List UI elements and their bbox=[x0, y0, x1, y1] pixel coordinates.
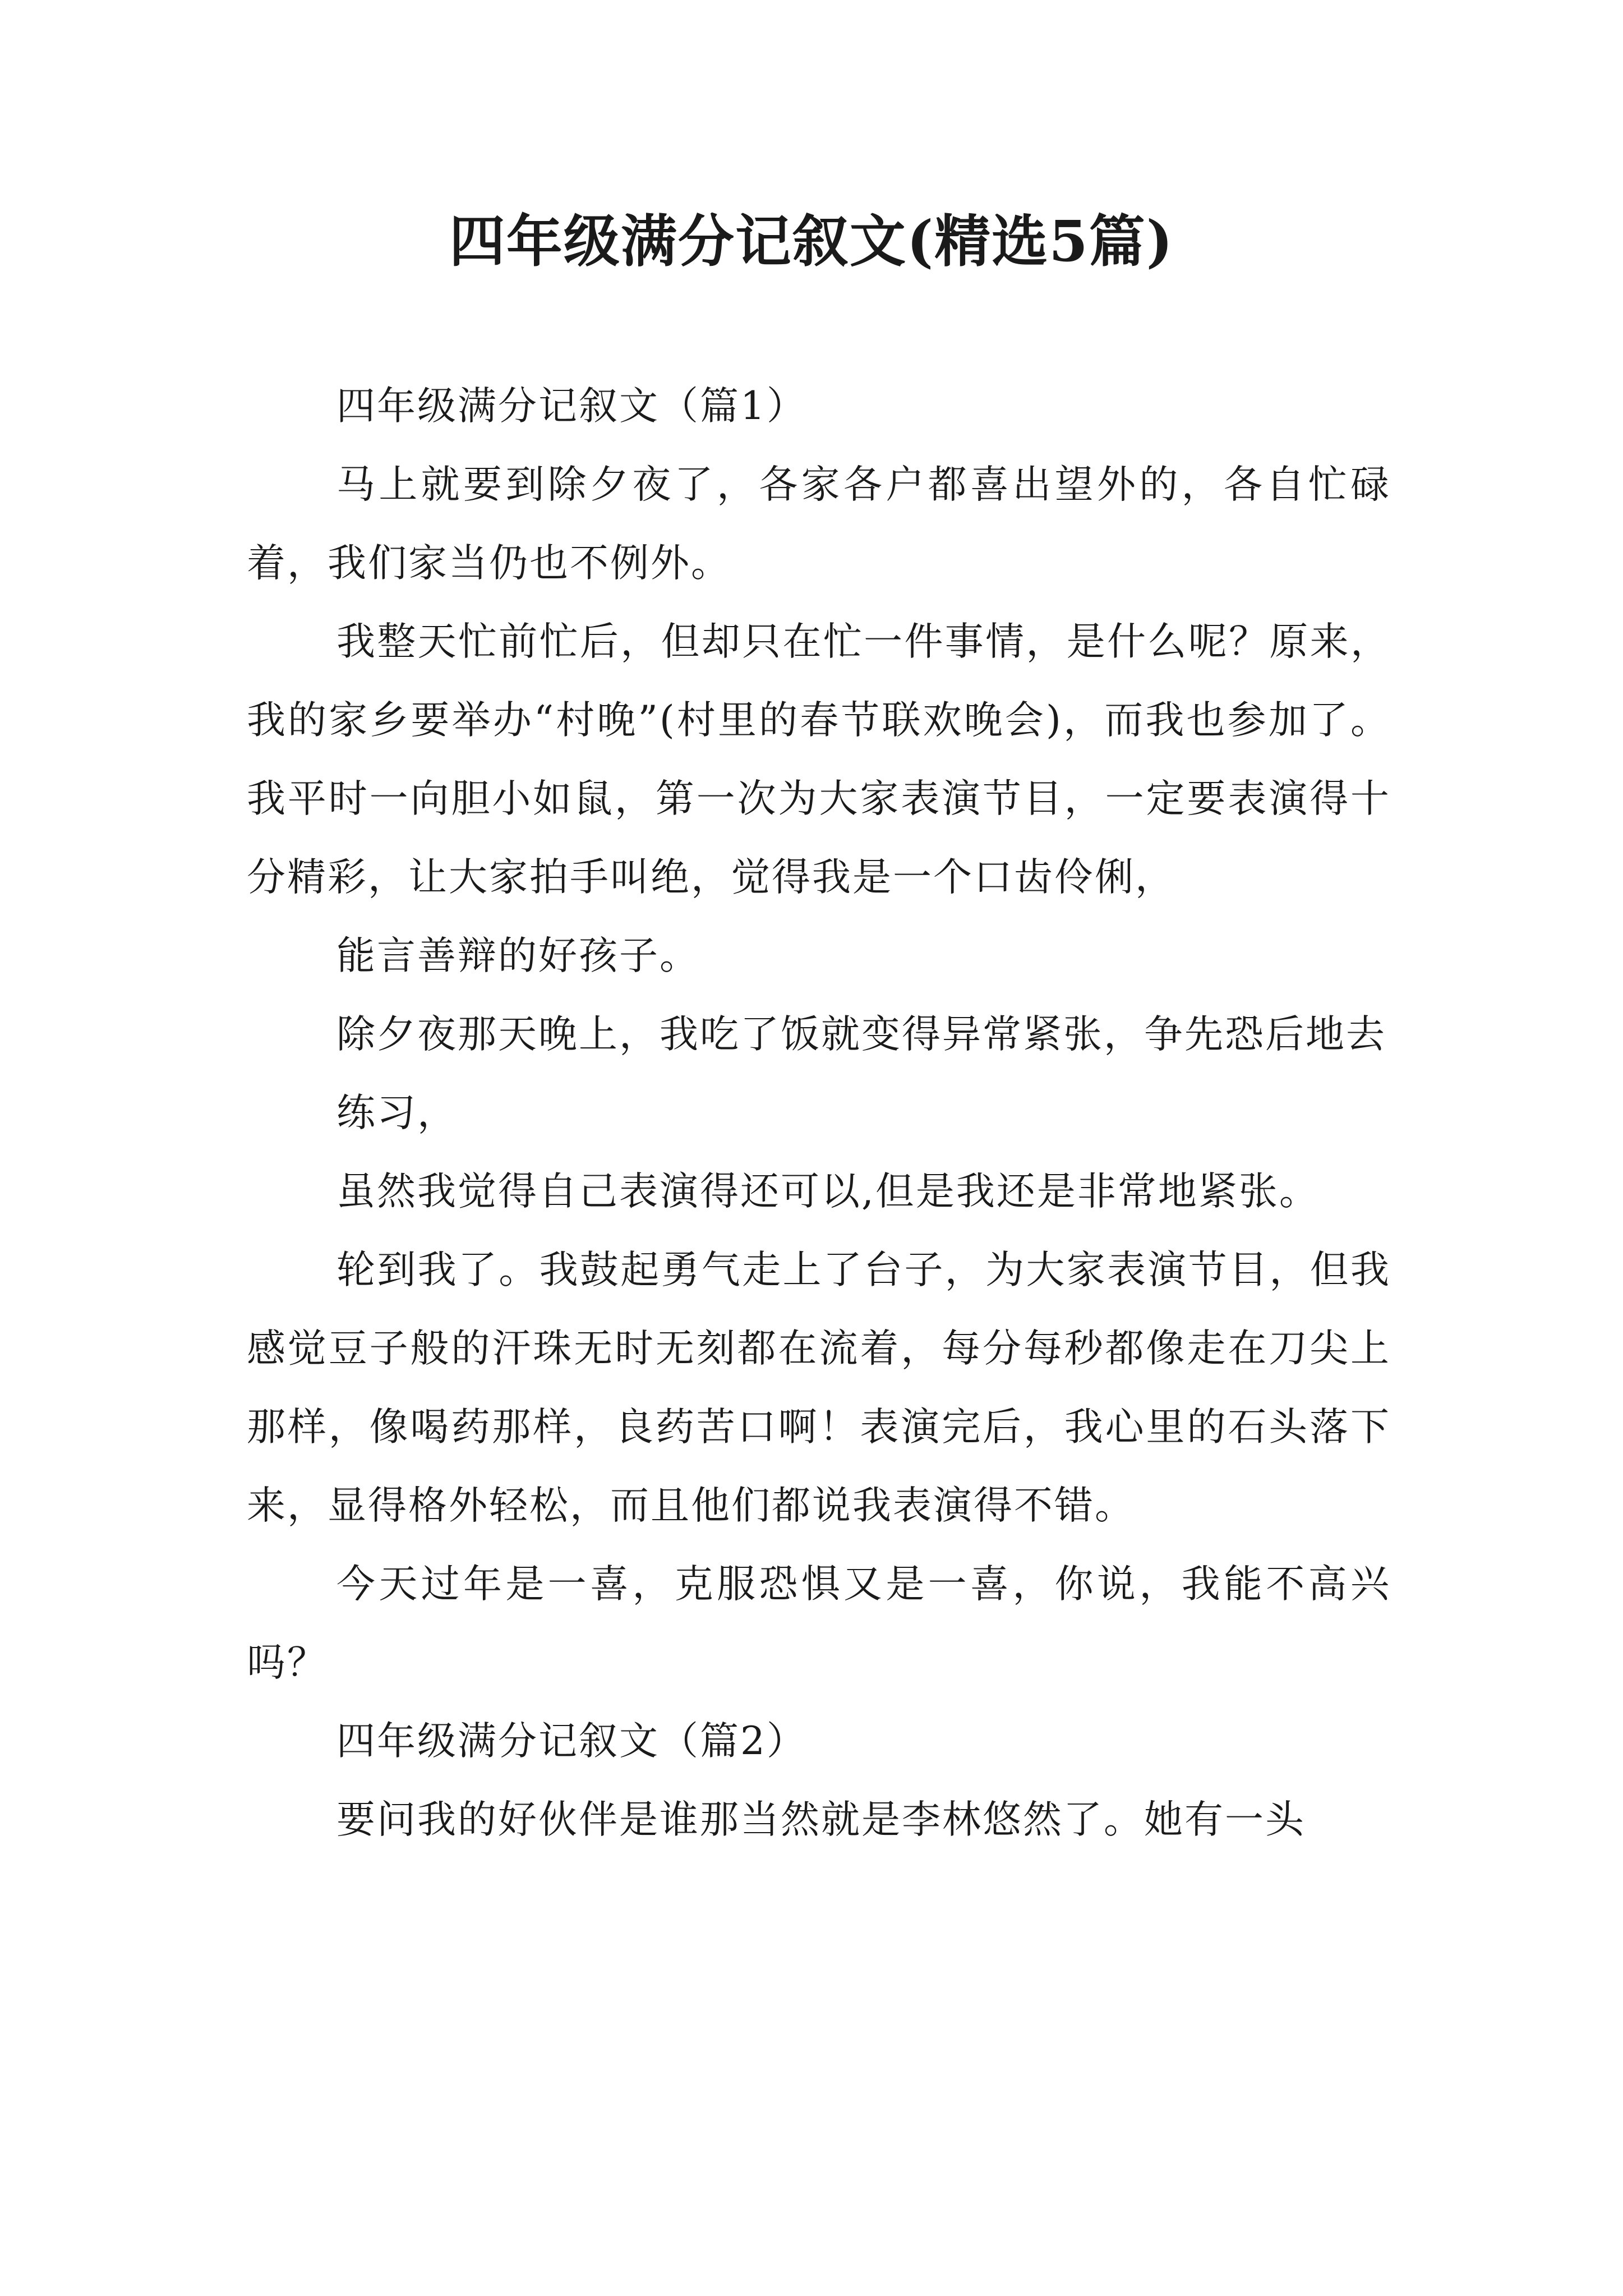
section-heading-2: 四年级满分记叙文（篇2） bbox=[336, 1719, 807, 1764]
paragraph: 马上就要到除夕夜了，各家各户都喜出望外的，各自忙碌着，我们家当仍也不例外。 bbox=[247, 462, 1391, 586]
paragraph: 能言善辩的好孩子。 bbox=[336, 933, 700, 978]
paragraph: 今天过年是一喜，克服恐惧又是一喜，你说，我能不高兴吗？ bbox=[247, 1562, 1391, 1685]
section-heading-1: 四年级满分记叙文（篇1） bbox=[336, 384, 807, 429]
paragraph: 我整天忙前忙后，但却只在忙一件事情，是什么呢？原来，我的家乡要举办“村晚”(村里的春节联欢晚会)，而我也参加了。我平时一向胆小如鼠，第一次为大家表演节目，一定要表演得十分精彩，让大家拍手叫绝，觉得我是一个口齿伶俐， bbox=[247, 619, 1391, 900]
paragraph: 轮到我了。我鼓起勇气走上了台子，为大家表演节目，但我感觉豆子般的汗珠无时无刻都在流着，每分每秒都像走在刀尖上那样，像喝药那样，良药苦口啊！表演完后，我心里的石头落下来，显得格外轻松，而且他们都说我表演得不错。 bbox=[247, 1248, 1391, 1528]
document-title: 四年级满分记叙文(精选5篇) bbox=[449, 208, 1174, 274]
paragraph: 除夕夜那天晚上，我吃了饭就变得异常紧张，争先恐后地去 bbox=[336, 1012, 1386, 1057]
document-body bbox=[247, 367, 1391, 1859]
paragraph: 虽然我觉得自己表演得还可以,但是我还是非常地紧张。 bbox=[336, 1169, 1320, 1214]
paragraph: 练习， bbox=[336, 1091, 458, 1135]
paragraph: 要问我的好伙伴是谁那当然就是李林悠然了。她有一头 bbox=[336, 1797, 1306, 1842]
